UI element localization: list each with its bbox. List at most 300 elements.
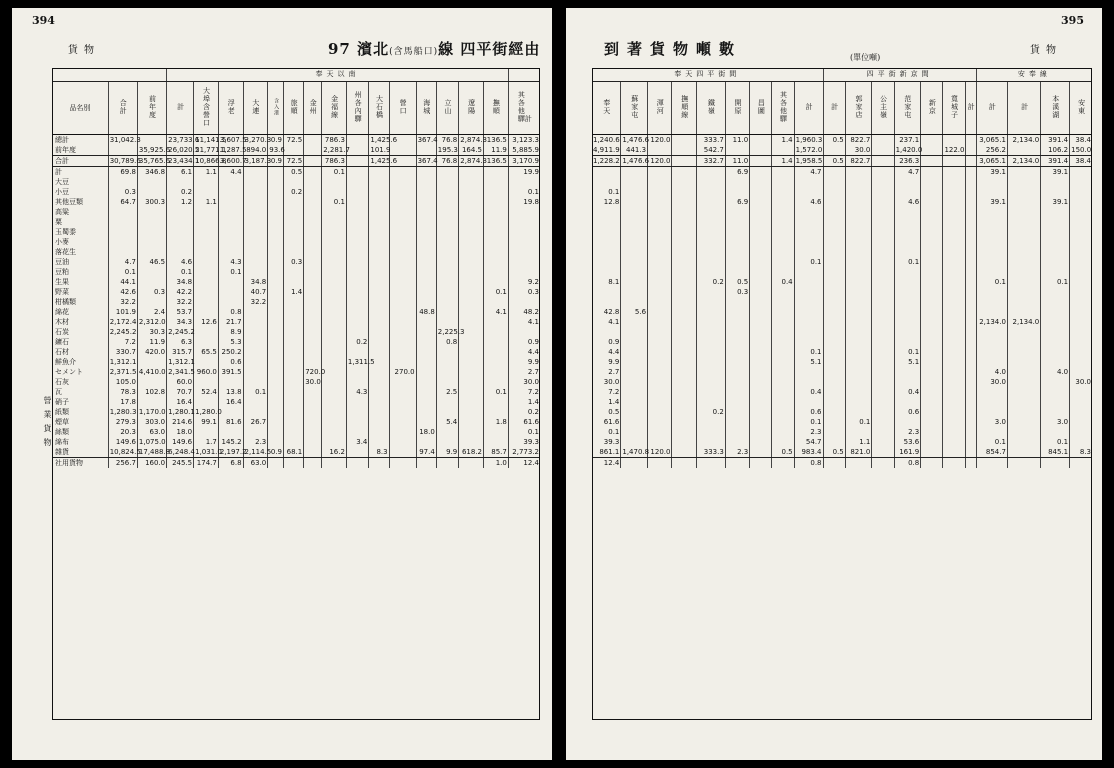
table-cell [894,247,921,257]
table-cell [823,207,845,217]
left-page-number: 394 [32,14,55,27]
table-cell [823,167,845,178]
table-cell [268,367,284,377]
table-cell [725,237,749,247]
row-label: 雜貨 [52,447,108,458]
row-label: 生果 [55,277,69,286]
row-label: 野菜 [55,287,69,296]
table-cell [369,267,389,277]
table-cell: 0.6 [894,407,921,417]
table-cell [965,257,976,267]
table-cell [218,207,243,217]
table-cell: 0.8 [218,307,243,317]
table-cell [750,277,772,287]
table-cell: 5.6 [621,307,648,317]
table-row [592,145,1092,156]
table-cell: 6,248.4 [168,447,195,456]
table-cell [1070,307,1092,317]
table-cell [672,367,696,377]
table-cell [1041,377,1070,387]
table-cell [921,447,943,458]
table-cell [369,227,389,237]
table-cell [1007,377,1040,387]
table-cell: 5.3 [218,337,243,347]
right-group-2: 四平街新京間 [823,68,976,82]
table-cell [1007,237,1040,247]
table-cell: 61.6 [508,417,540,427]
table-cell [823,267,845,277]
table-cell: 3,065.1 [976,156,1007,167]
table-cell: 19.8 [508,197,540,207]
table-cell [218,187,243,197]
table-cell [725,177,749,187]
table-cell [976,227,1007,237]
table-cell [346,327,368,337]
table-cell: 0.3 [725,287,749,297]
table-cell: 11.9 [137,337,166,347]
table-cell [872,277,894,287]
table-cell [943,197,965,207]
table-cell: 149.6 [108,437,137,447]
table-cell [304,437,322,447]
row-label: 粟 [55,217,62,226]
table-cell [621,458,648,469]
table-cell: 332.7 [696,156,725,167]
table-cell [268,458,284,469]
table-cell [965,156,976,167]
right-header-label: 貨物 [1030,45,1062,56]
table-cell [416,327,436,337]
table-cell [416,317,436,327]
table-cell [268,437,284,447]
table-row [592,277,1092,287]
right-col-header: 其各他驛 [772,82,794,135]
table-cell [268,217,284,227]
table-cell [369,217,389,227]
table-cell: 53.7 [167,307,194,317]
table-cell [976,217,1007,227]
table-cell [750,407,772,417]
table-cell [108,247,137,257]
table-cell [369,187,389,197]
table-cell [322,247,347,257]
table-cell [483,277,508,287]
table-cell [284,247,304,257]
col-c2: 浮老 [218,82,243,135]
table-cell [943,447,965,458]
table-cell [976,247,1007,257]
table-cell [725,207,749,217]
table-cell [389,197,416,207]
table-cell [648,417,672,427]
table-cell [194,187,219,197]
table-cell [750,417,772,427]
table-cell [823,357,845,367]
table-cell: 19.9 [508,167,540,178]
table-cell [772,167,794,178]
table-cell: 0.8 [436,337,458,347]
table-cell [389,437,416,447]
table-cell [672,156,696,167]
table-cell: 97.4 [416,447,436,458]
table-cell [823,177,845,187]
table-cell [416,197,436,207]
table-cell [1007,307,1040,317]
table-cell [459,317,484,327]
table-row [52,197,540,207]
table-cell [194,257,219,267]
table-cell [483,197,508,207]
table-cell: 5,885.9 [508,145,540,156]
table-cell: 2,773.2 [508,447,540,458]
table-cell [696,347,725,357]
table-cell [369,417,389,427]
table-cell [137,357,166,367]
table-cell [243,257,268,267]
table-cell [459,227,484,237]
table-cell [845,207,872,217]
table-cell: 34.8 [243,277,268,287]
table-cell [322,337,347,347]
table-row [52,458,540,469]
table-cell [243,307,268,317]
table-cell: 72.5 [284,135,304,146]
table-cell [1007,357,1040,367]
table-cell [243,187,268,197]
table-cell [592,217,621,227]
table-cell [194,177,219,187]
table-cell [725,387,749,397]
table-cell [416,227,436,237]
table-cell: 236.3 [894,156,921,167]
table-cell [965,347,976,357]
row-label: 小麥 [55,237,69,246]
table-cell [872,387,894,397]
table-cell [108,237,137,247]
table-cell [268,197,284,207]
table-cell [322,377,347,387]
table-cell [194,227,219,237]
table-cell [459,307,484,317]
table-cell [304,327,322,337]
table-cell [872,357,894,367]
table-cell: 0.5 [725,277,749,287]
table-row [592,287,1092,297]
table-cell [459,367,484,377]
table-cell: 72.5 [284,156,304,167]
table-cell [921,417,943,427]
right-col-header: 撫順線 [672,82,696,135]
table-cell [696,177,725,187]
table-cell [794,307,823,317]
table-cell [436,177,458,187]
table-row [52,156,540,167]
table-cell [416,397,436,407]
table-cell [268,377,284,387]
table-cell [416,377,436,387]
table-cell [592,327,621,337]
table-cell [976,407,1007,417]
table-cell [483,237,508,247]
table-cell: 85.7 [483,447,508,458]
table-cell [416,167,436,178]
table-cell [894,207,921,217]
table-cell [648,167,672,178]
table-cell: 44.1 [108,277,137,287]
table-cell [243,337,268,347]
table-cell [243,397,268,407]
table-cell: 2.3 [243,437,268,447]
table-cell [1070,167,1092,178]
table-cell [389,167,416,178]
table-cell: 1,420.0 [895,145,923,154]
table-cell [167,177,194,187]
table-cell [943,357,965,367]
table-cell [243,267,268,277]
table-cell [322,207,347,217]
table-cell [672,377,696,387]
table-cell [436,237,458,247]
table-cell: 30.0 [1070,377,1092,387]
table-cell [284,207,304,217]
table-cell: 0.9 [268,156,284,167]
table-cell: 2,245.2 [168,327,195,336]
col-c1: 大埠含營口 [194,82,219,135]
table-cell [459,337,484,347]
table-cell [872,156,894,167]
table-cell [1041,177,1070,187]
table-cell [284,145,304,156]
table-row [592,237,1092,247]
right-col-header: 蘇家屯 [621,82,648,135]
table-cell [976,237,1007,247]
table-cell [621,237,648,247]
table-cell [823,347,845,357]
table-cell [894,367,921,377]
table-cell: 0.1 [218,267,243,277]
table-cell [304,145,322,156]
table-cell [943,397,965,407]
table-cell [459,207,484,217]
table-cell: 0.1 [976,437,1007,447]
table-cell [483,257,508,267]
table-cell [696,387,725,397]
table-cell: 0.9 [608,337,620,346]
table-cell [483,337,508,347]
right-table-body [592,135,1092,469]
row-label: 豆粕 [55,267,69,276]
row-label: 總計 [55,135,69,144]
table-cell [672,397,696,407]
table-cell [137,227,166,237]
table-cell: 0.9 [268,135,284,146]
table-row [52,207,540,217]
table-cell [696,207,725,217]
table-cell [436,407,458,417]
table-cell [943,347,965,357]
table-cell [872,217,894,227]
table-cell: 1.1 [194,167,219,178]
table-cell [921,337,943,347]
table-cell: 3,065.1 [976,135,1007,146]
table-cell [976,177,1007,187]
table-cell [725,257,749,267]
table-row [52,177,540,187]
table-cell [389,337,416,347]
table-row [592,397,1092,407]
table-cell [436,197,458,207]
table-cell [648,187,672,197]
table-cell [725,145,749,156]
table-cell [921,367,943,377]
row-label: 綿花 [55,307,69,316]
table-cell [436,227,458,237]
table-cell [943,156,965,167]
table-row [592,307,1092,317]
table-cell [921,167,943,178]
table-cell: 1.0 [483,458,508,469]
table-cell [872,458,894,469]
col-c11: 海城 [416,82,436,135]
table-cell [794,277,823,287]
table-cell [322,417,347,427]
table-cell: 822.7 [845,156,872,167]
table-cell [943,237,965,247]
table-cell [436,307,458,317]
table-cell [823,327,845,337]
table-cell [436,187,458,197]
table-row [592,247,1092,257]
col-c12: 立山 [436,82,458,135]
table-cell [845,227,872,237]
table-cell [648,357,672,367]
table-cell [965,327,976,337]
table-cell: 1.4 [284,287,304,297]
table-cell [268,427,284,437]
table-cell [592,227,621,237]
col-c15-c16: 其各他驛計 [508,82,540,135]
table-cell [284,387,304,397]
table-cell [648,227,672,237]
table-cell [1070,347,1092,357]
table-cell [672,357,696,367]
table-cell [845,357,872,367]
table-cell [965,297,976,307]
row-label: 高粱 [55,207,69,216]
table-cell [696,237,725,247]
table-cell [346,217,368,227]
table-cell [346,458,368,469]
table-cell [218,227,243,237]
table-cell [389,145,416,156]
table-cell [243,167,268,178]
table-cell: 30,789.6 [109,156,141,165]
table-cell [921,347,943,357]
table-cell [322,458,347,469]
table-cell [672,237,696,247]
table-cell [369,327,389,337]
table-cell: 0.2 [167,187,194,197]
row-label: 石材 [55,347,69,356]
table-cell [750,387,772,397]
table-cell [389,317,416,327]
table-cell: 60.0 [167,377,194,387]
table-cell [304,177,322,187]
table-cell [696,337,725,347]
table-cell [621,397,648,407]
table-cell [621,357,648,367]
table-cell: 1,476.6 [622,156,650,165]
table-cell: 0.1 [976,277,1007,287]
table-cell [823,458,845,469]
table-cell [823,287,845,297]
table-cell [1041,257,1070,267]
table-cell [268,267,284,277]
table-cell [322,407,347,417]
table-row [52,287,540,297]
table-cell [872,427,894,437]
table-cell [845,187,872,197]
table-row [592,367,1092,377]
table-cell: 822.7 [845,135,872,146]
table-cell [194,337,219,347]
table-cell [369,307,389,317]
table-cell [322,277,347,287]
table-cell [976,357,1007,367]
table-cell [725,357,749,367]
table-cell [621,437,648,447]
table-cell: 1,312.1 [168,357,195,366]
table-cell: 38.4 [1070,135,1092,146]
table-cell [436,458,458,469]
table-cell [845,257,872,267]
table-cell [1041,207,1070,217]
table-cell [976,337,1007,347]
table-cell [872,287,894,297]
table-cell [284,337,304,347]
table-cell [167,227,194,237]
table-cell [389,267,416,277]
row-label: 玉蜀黍 [55,227,76,236]
table-cell [268,327,284,337]
table-cell [696,317,725,327]
table-cell: 9.2 [508,277,540,287]
table-cell: 1,170.0 [138,407,166,416]
table-cell [621,327,648,337]
table-cell [389,357,416,367]
table-cell [921,247,943,257]
table-cell: 542.7 [696,145,725,156]
table-cell: 10,866.8 [195,156,227,165]
table-cell [369,397,389,407]
table-cell [750,247,772,257]
row-label: 鑛石 [55,337,69,346]
table-cell [894,177,921,187]
table-cell [416,407,436,417]
table-cell [1041,237,1070,247]
table-cell [672,207,696,217]
table-cell: 26,020.5 [168,145,200,154]
table-cell: 1,312.1 [109,357,137,366]
table-cell [845,377,872,387]
table-cell [1007,347,1040,357]
table-cell: 2,134.0 [1007,317,1040,327]
table-cell [459,167,484,178]
table-cell [284,437,304,447]
table-cell: 0.3 [284,257,304,267]
table-cell [965,227,976,237]
table-cell [483,357,508,367]
